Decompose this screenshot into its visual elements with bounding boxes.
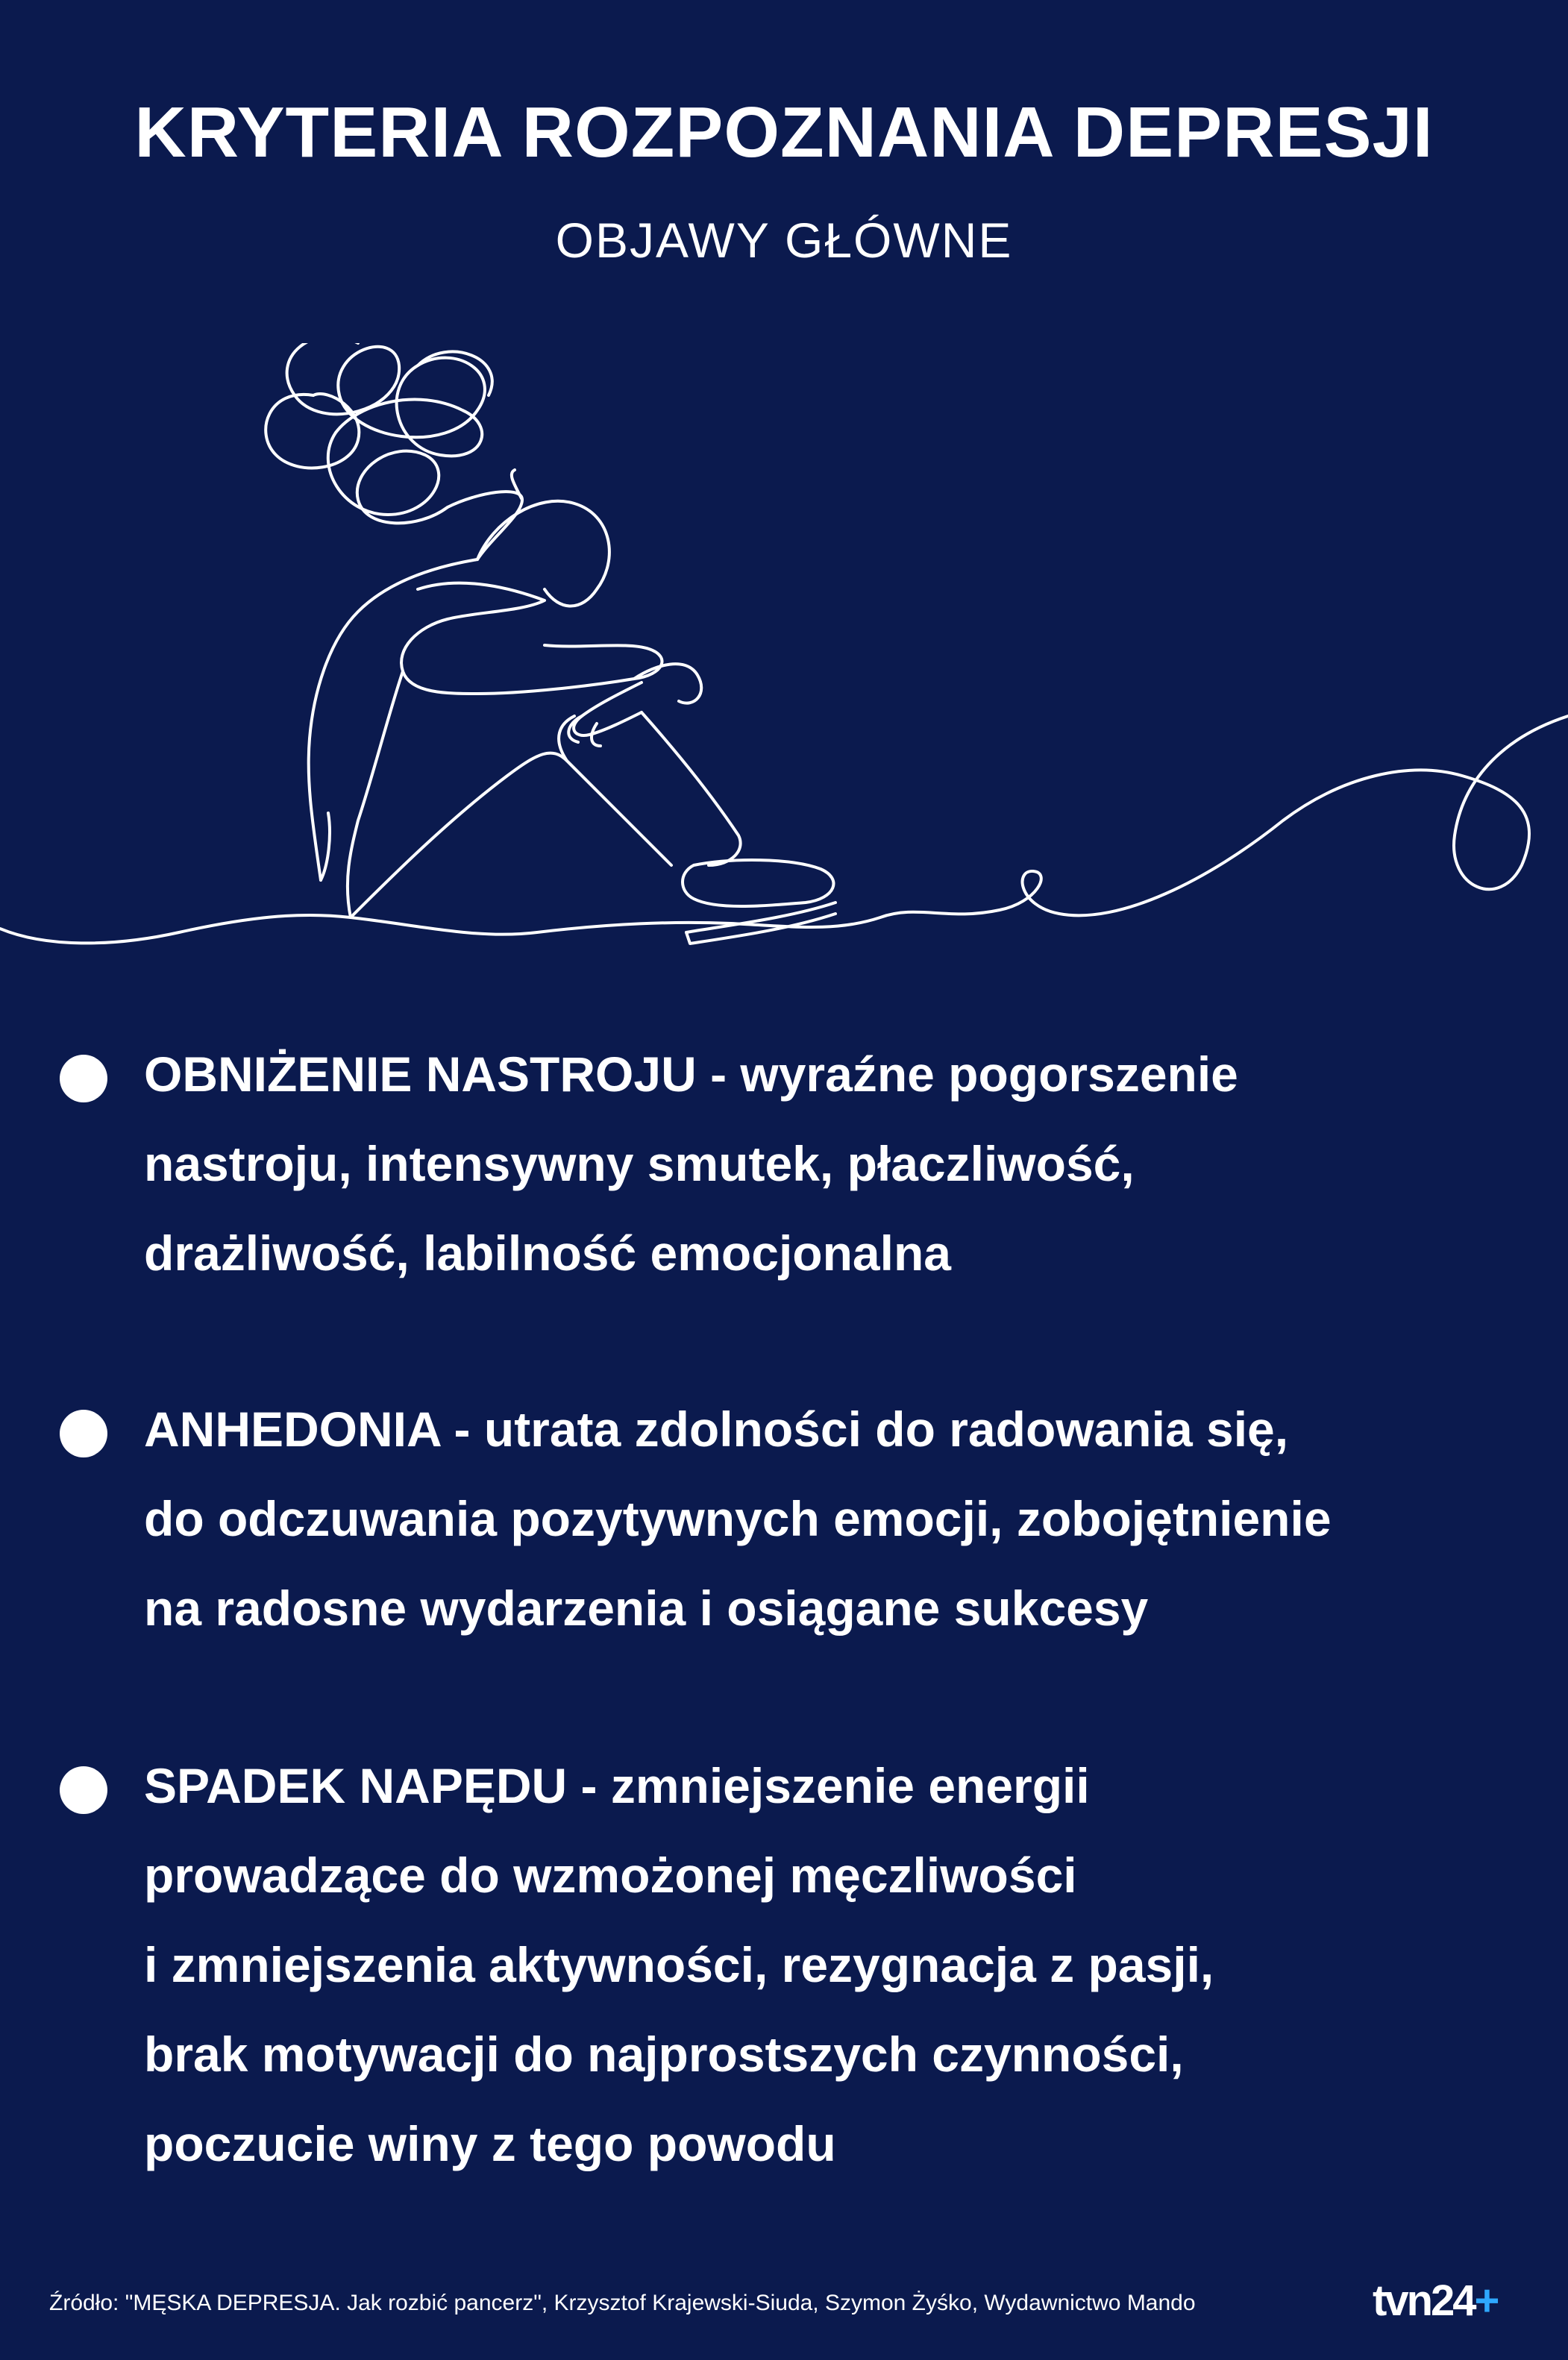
- line-art-sad-person-with-tangled-thoughts-icon: [0, 343, 1568, 970]
- tvn24-logo: [1373, 2275, 1499, 2327]
- criterion-text: [144, 1741, 1517, 2188]
- criterion-text: [144, 1029, 1517, 1298]
- source-note: Źródło: "MĘSKA DEPRESJA. Jak rozbić pancerz", Krzysztof Krajewski-Siuda, Szymon Żyśko, Wydawnictwo Mando: [49, 2291, 1196, 2315]
- criterion-line: ANHEDONIA - utrata zdolności do radowania się,: [144, 1402, 1289, 1457]
- criterion-line: i zmniejszenia aktywności, rezygnacja z pasji,: [144, 1937, 1214, 1992]
- criterion-line: poczucie winy z tego powodu: [144, 2116, 836, 2171]
- circle-bullet-icon: [60, 1410, 107, 1457]
- criterion-line: na radosne wydarzenia i osiągane sukcesy: [144, 1581, 1149, 1636]
- criterion-line: OBNIŻENIE NASTROJU - wyraźne pogorszenie: [144, 1046, 1238, 1102]
- criterion-line: brak motywacji do najprostszych czynności,: [144, 2027, 1184, 2082]
- page-subtitle: OBJAWY GŁÓWNE: [555, 213, 1013, 268]
- criterion-line: prowadzące do wzmożonej męczliwości: [144, 1848, 1077, 1903]
- criterion-line: SPADEK NAPĘDU - zmniejszenie energii: [144, 1758, 1090, 1813]
- criterion-text: [144, 1384, 1517, 1653]
- logo-plus: +: [1474, 2276, 1500, 2325]
- criterion-line: do odczuwania pozytywnych emocji, zobojętnienie: [144, 1491, 1332, 1546]
- logo-text: tvn24: [1373, 2276, 1475, 2325]
- circle-bullet-icon: [60, 1055, 107, 1102]
- criterion-line: drażliwość, labilność emocjonalna: [144, 1225, 951, 1281]
- page-title: KRYTERIA ROZPOZNANIA DEPRESJI: [134, 92, 1434, 172]
- circle-bullet-icon: [60, 1766, 107, 1814]
- criterion-line: nastroju, intensywny smutek, płaczliwość,: [144, 1136, 1135, 1191]
